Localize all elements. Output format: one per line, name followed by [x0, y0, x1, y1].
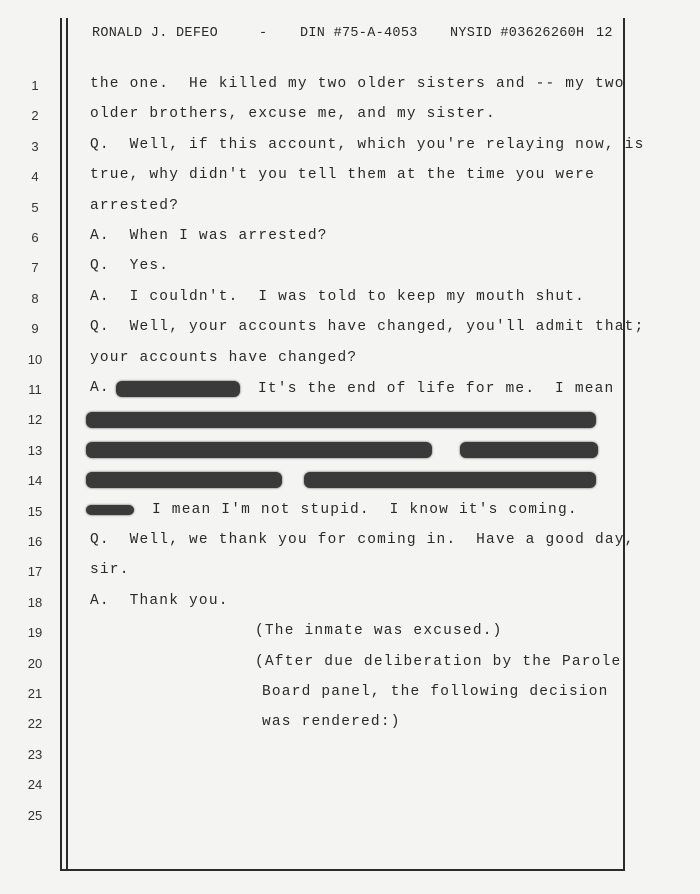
redaction-mark	[86, 472, 282, 488]
line-number: 24	[27, 777, 43, 793]
header-din: DIN #75-A-4053	[300, 26, 418, 41]
transcript-line: A. I couldn't. I was told to keep my mouth shut.	[90, 288, 586, 305]
transcript-line: true, why didn't you tell them at the time you were	[90, 167, 595, 184]
header-separator: -	[259, 26, 268, 41]
redaction-mark	[86, 505, 134, 515]
line-number: 14	[27, 473, 43, 489]
line-number: 21	[27, 686, 43, 701]
line-number: 25	[27, 807, 43, 823]
line-number: 23	[27, 746, 43, 762]
line-number: 13	[27, 442, 43, 458]
line-number: 17	[27, 564, 43, 580]
line-number: 3	[31, 138, 39, 154]
line-number: 8	[31, 290, 39, 306]
bottom-rule	[60, 869, 625, 871]
header-name: RONALD J. DEFEO	[92, 26, 219, 41]
line-number: 4	[31, 169, 39, 185]
left-double-rule-inner	[66, 18, 68, 870]
transcript-line: Q. Yes.	[90, 258, 170, 275]
transcript-line: the one. He killed my two older sisters and -- my two	[90, 76, 625, 92]
line-number: 6	[31, 230, 39, 245]
transcript-line: Q. Well, if this account, which you're relaying now, is	[90, 136, 645, 153]
header-page-number: 12	[596, 26, 613, 41]
transcript-line: A. When I was arrested?	[90, 228, 328, 244]
transcript-line: (The inmate was excused.)	[255, 623, 503, 640]
line-number: 1	[31, 78, 39, 93]
line-number: 12	[27, 412, 43, 428]
transcript-line: Q. Well, your accounts have changed, you'll admit that;	[90, 319, 645, 336]
transcript-line: was rendered:)	[262, 714, 401, 731]
transcript-line: sir.	[90, 562, 130, 579]
line-11-continued: It's the end of life for me. I mean	[258, 381, 615, 397]
transcript-line: I mean I'm not stupid. I know it's coming.	[152, 501, 578, 518]
line-number: 2	[31, 108, 39, 124]
line-number: 19	[27, 625, 43, 641]
line-number: 15	[27, 503, 43, 519]
line-number: 5	[31, 199, 39, 215]
transcript-line: older brothers, excuse me, and my sister.	[90, 106, 496, 123]
transcript-line: your accounts have changed?	[90, 349, 358, 366]
transcript-line: A. Thank you.	[90, 592, 229, 609]
header-nysid: NYSID #03626260H	[450, 26, 585, 41]
transcript-line: Q. Well, we thank you for coming in. Have a good day,	[90, 532, 635, 548]
redaction-mark	[86, 442, 432, 458]
line-number: 20	[27, 655, 43, 671]
transcript-line: arrested?	[90, 197, 180, 214]
redaction-mark	[304, 472, 596, 488]
transcript-line: Board panel, the following decision	[262, 684, 609, 700]
transcript-line: A.	[90, 380, 110, 396]
redaction-mark	[86, 412, 596, 428]
redaction-mark	[116, 381, 240, 397]
transcript-line: (After due deliberation by the Parole	[255, 653, 622, 670]
line-number: 11	[28, 382, 42, 397]
left-double-rule-outer	[60, 18, 62, 870]
line-number: 22	[27, 716, 43, 732]
line-number: 10	[27, 351, 43, 367]
line-number: 7	[31, 260, 39, 276]
line-number: 16	[27, 534, 43, 549]
line-number: 9	[31, 321, 39, 337]
line-number: 18	[27, 594, 43, 610]
redaction-mark	[460, 442, 598, 458]
